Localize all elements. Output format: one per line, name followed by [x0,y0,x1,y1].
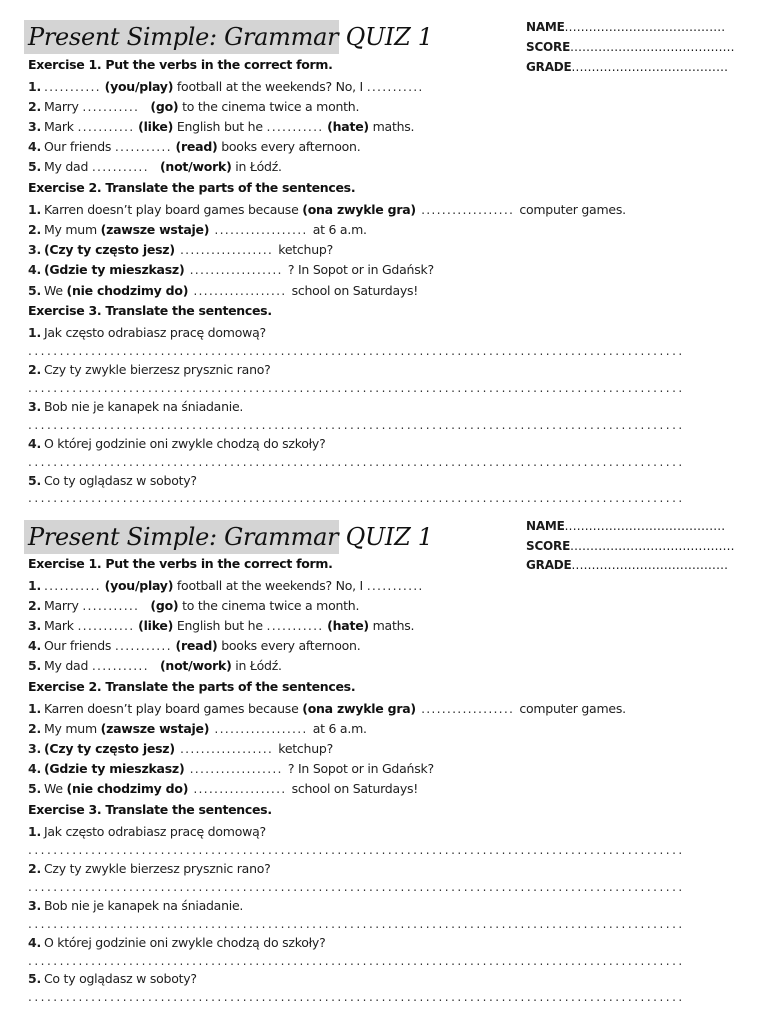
polish-hint: (ona zwykle gra) [302,701,416,716]
blank[interactable]: .................. [174,242,279,257]
answer-line[interactable]: ........................................................................................................ [28,418,685,432]
verb-hint: (read) [175,139,218,154]
sentence-text: Czy ty zwykle bierzesz prysznic rano? [43,362,271,377]
item-number: 5. [28,473,41,488]
item-number: 1. [28,202,41,217]
blank[interactable]: ........... [82,598,140,613]
sentence-text: We [43,781,67,796]
verb-hint: (you/play) [104,79,174,94]
ex3-item-2 [28,861,271,877]
sentence-text: Karren doesn’t play board games because [43,701,303,716]
sentence-text: Co ty oglądasz w soboty? [43,971,197,986]
sentence-text: Karren doesn’t play board games because [43,202,303,217]
blank[interactable]: ........... [114,139,172,154]
sentence-text: computer games. [519,202,626,217]
sentence-text: books every afternoon. [217,139,361,154]
sentence-text: Marry [43,598,83,613]
sentence-text: Bob nie je kanapek na śniadanie. [43,898,244,913]
blank[interactable]: ........... [43,79,101,94]
title-box [24,520,433,554]
ex1-item-1 [28,578,424,594]
sentence-text: books every afternoon. [217,638,361,653]
sentence-text: at 6 a.m. [312,222,367,237]
name-dots: ........................................ [564,20,726,34]
exercise-2-heading: Exercise 2. Translate the parts of the sentences. [28,180,356,195]
ex1-item-5 [28,159,282,175]
verb-hint: (read) [175,638,218,653]
ex1-item-5 [28,658,282,674]
ex2-item-4 [28,761,434,777]
answer-line[interactable]: ........................................................................................................ [28,381,685,395]
item-number: 3. [28,119,41,134]
grade-dots: ....................................... [571,558,729,572]
sentence-text: English but he [173,618,267,633]
quiz-sheet-1 [0,0,768,505]
exercise-2-heading: Exercise 2. Translate the parts of the sentences. [28,679,356,694]
sentence-text: Mark [43,618,78,633]
polish-hint: (Gdzie ty mieszkasz) [43,761,185,776]
sentence-text: to the cinema twice a month. [178,598,360,613]
sentence-text: at 6 a.m. [312,721,367,736]
ex3-item-1 [28,824,266,840]
ex2-item-2 [28,222,367,238]
score-dots: ......................................... [570,40,735,54]
sentence-text: ketchup? [278,242,333,257]
sentence-text: Our friends [43,139,115,154]
sentence-text: Marry [43,99,83,114]
name-dots: ........................................ [564,519,726,533]
polish-hint: (Czy ty często jesz) [43,242,175,257]
polish-hint: (Gdzie ty mieszkasz) [43,262,185,277]
grade-label: GRADE [526,558,572,572]
item-number: 4. [28,262,41,277]
verb-hint: (hate) [327,618,369,633]
blank[interactable]: ........... [114,638,172,653]
ex1-item-3 [28,119,414,135]
exercise-1-heading: Exercise 1. Put the verbs in the correct form. [28,556,333,571]
score-label: SCORE [526,539,571,553]
item-number: 1. [28,824,41,839]
item-number: 3. [28,242,41,257]
ex2-item-3 [28,242,333,258]
grade-label: GRADE [526,60,572,74]
ex1-item-1 [28,79,424,95]
polish-hint: (Czy ty często jesz) [43,741,175,756]
sentence-text: O której godzinie oni zwykle chodzą do szkoły? [43,935,326,950]
sentence-text: Co ty oglądasz w soboty? [43,473,197,488]
item-number: 1. [28,325,41,340]
sentence-text: My dad [43,159,92,174]
sentence-text: ? In Sopot or in Gdańsk? [287,761,434,776]
grade-dots: ....................................... [571,60,729,74]
verb-hint: (go) [150,99,179,114]
verb-hint: (go) [150,598,179,613]
polish-hint: (zawsze wstaje) [100,721,210,736]
ex2-item-2 [28,721,367,737]
verb-hint: (not/work) [159,159,232,174]
score-field[interactable] [526,539,735,553]
item-number: 2. [28,362,41,377]
item-number: 3. [28,399,41,414]
blank[interactable]: ........... [77,618,135,633]
ex2-item-4 [28,262,434,278]
sentence-text: My dad [43,658,92,673]
polish-hint: (nie chodzimy do) [66,283,189,298]
score-dots: ......................................... [570,539,735,553]
verb-hint: (not/work) [159,658,232,673]
exercise-1-heading: Exercise 1. Put the verbs in the correct form. [28,57,333,72]
ex3-item-5 [28,971,197,987]
sentence-text: My mum [43,721,101,736]
answer-line[interactable]: ........................................................................................................ [28,990,685,1004]
item-number: 4. [28,436,41,451]
ex3-item-4 [28,935,325,951]
item-number: 3. [28,618,41,633]
blank[interactable]: ........... [366,79,424,94]
blank[interactable]: .................. [209,721,313,736]
ex3-item-3 [28,898,243,914]
blank[interactable]: .................. [415,202,520,217]
verb-hint: (like) [138,119,174,134]
quiz-title: Present Simple: Grammar QUIZ 1 [28,523,433,551]
quiz-title: Present Simple: Grammar QUIZ 1 [28,23,433,51]
item-number: 4. [28,638,41,653]
blank[interactable]: ........... [77,119,135,134]
sentence-text: ketchup? [278,741,333,756]
item-number: 4. [28,139,41,154]
polish-hint: (nie chodzimy do) [66,781,189,796]
ex3-item-4 [28,436,325,452]
item-number: 1. [28,701,41,716]
sentence-text: My mum [43,222,101,237]
blank[interactable]: .................. [184,761,288,776]
ex2-item-1 [28,202,626,218]
exercise-3-heading: Exercise 3. Translate the sentences. [28,802,272,817]
sentence-text: in Łódź. [231,159,282,174]
verb-hint: (you/play) [104,578,174,593]
score-field[interactable] [526,40,735,54]
ex2-item-5 [28,781,418,797]
name-field[interactable] [526,20,725,34]
item-number: 5. [28,283,41,298]
item-number: 2. [28,721,41,736]
ex3-item-1 [28,325,266,341]
ex3-item-5 [28,473,197,489]
name-label: NAME [526,519,565,533]
sentence-text: school on Saturdays! [291,283,419,298]
sentence-text: English but he [173,119,267,134]
item-number: 4. [28,935,41,950]
ex2-item-1 [28,701,626,717]
grade-field[interactable] [526,558,728,572]
polish-hint: (zawsze wstaje) [100,222,210,237]
item-number: 2. [28,222,41,237]
blank[interactable]: ........... [43,578,101,593]
sentence-text: maths. [368,618,415,633]
answer-line[interactable]: ........................................................................................................ [28,843,685,857]
item-number: 1. [28,578,41,593]
blank[interactable]: ........... [366,578,424,593]
sentence-text: Jak często odrabiasz pracę domową? [43,824,266,839]
blank[interactable]: ........... [266,119,324,134]
answer-line[interactable]: ........................................................................................................ [28,491,685,505]
answer-line[interactable]: ........................................................................................................ [28,880,685,894]
answer-line[interactable]: ........................................................................................................ [28,344,685,358]
blank[interactable]: .................. [174,741,279,756]
item-number: 4. [28,761,41,776]
blank[interactable]: .................. [415,701,520,716]
ex1-item-2 [28,598,359,614]
sentence-text: football at the weekends? No, I [173,79,367,94]
sentence-text: Czy ty zwykle bierzesz prysznic rano? [43,861,271,876]
item-number: 3. [28,741,41,756]
sentence-text: football at the weekends? No, I [173,578,367,593]
ex2-item-3 [28,741,333,757]
ex1-item-4 [28,638,360,654]
sentence-text: Jak często odrabiasz pracę domową? [43,325,266,340]
item-number: 5. [28,658,41,673]
sentence-text: computer games. [519,701,626,716]
verb-hint: (hate) [327,119,369,134]
blank[interactable]: .................. [209,222,313,237]
name-field[interactable] [526,519,725,533]
blank[interactable]: .................. [184,262,288,277]
sentence-text: Bob nie je kanapek na śniadanie. [43,399,244,414]
item-number: 2. [28,598,41,613]
ex1-item-2 [28,99,359,115]
sentence-text: We [43,283,67,298]
item-number: 3. [28,898,41,913]
ex3-item-2 [28,362,271,378]
sentence-text: Mark [43,119,78,134]
ex1-item-4 [28,139,360,155]
item-number: 2. [28,99,41,114]
sentence-text: to the cinema twice a month. [178,99,360,114]
sentence-text: in Łódź. [231,658,282,673]
answer-line[interactable]: ........................................................................................................ [28,954,685,968]
item-number: 1. [28,79,41,94]
exercise-3-heading: Exercise 3. Translate the sentences. [28,303,272,318]
sentence-text: Our friends [43,638,115,653]
answer-line[interactable]: ........................................................................................................ [28,917,685,931]
sentence-text: O której godzinie oni zwykle chodzą do szkoły? [43,436,326,451]
blank[interactable]: ........... [91,658,149,673]
polish-hint: (ona zwykle gra) [302,202,416,217]
answer-line[interactable]: ........................................................................................................ [28,455,685,469]
item-number: 5. [28,971,41,986]
ex1-item-3 [28,618,414,634]
name-label: NAME [526,20,565,34]
verb-hint: (like) [138,618,174,633]
item-number: 5. [28,781,41,796]
score-label: SCORE [526,40,571,54]
blank[interactable]: .................. [188,283,292,298]
ex2-item-5 [28,283,418,299]
item-number: 5. [28,159,41,174]
ex3-item-3 [28,399,243,415]
quiz-sheet-2 [0,500,768,1004]
blank[interactable]: ........... [91,159,149,174]
blank[interactable]: .................. [188,781,292,796]
sentence-text: ? In Sopot or in Gdańsk? [287,262,434,277]
sentence-text: maths. [368,119,415,134]
blank[interactable]: ........... [82,99,140,114]
grade-field[interactable] [526,60,728,74]
blank[interactable]: ........... [266,618,324,633]
item-number: 2. [28,861,41,876]
title-box [24,20,433,54]
sentence-text: school on Saturdays! [291,781,419,796]
